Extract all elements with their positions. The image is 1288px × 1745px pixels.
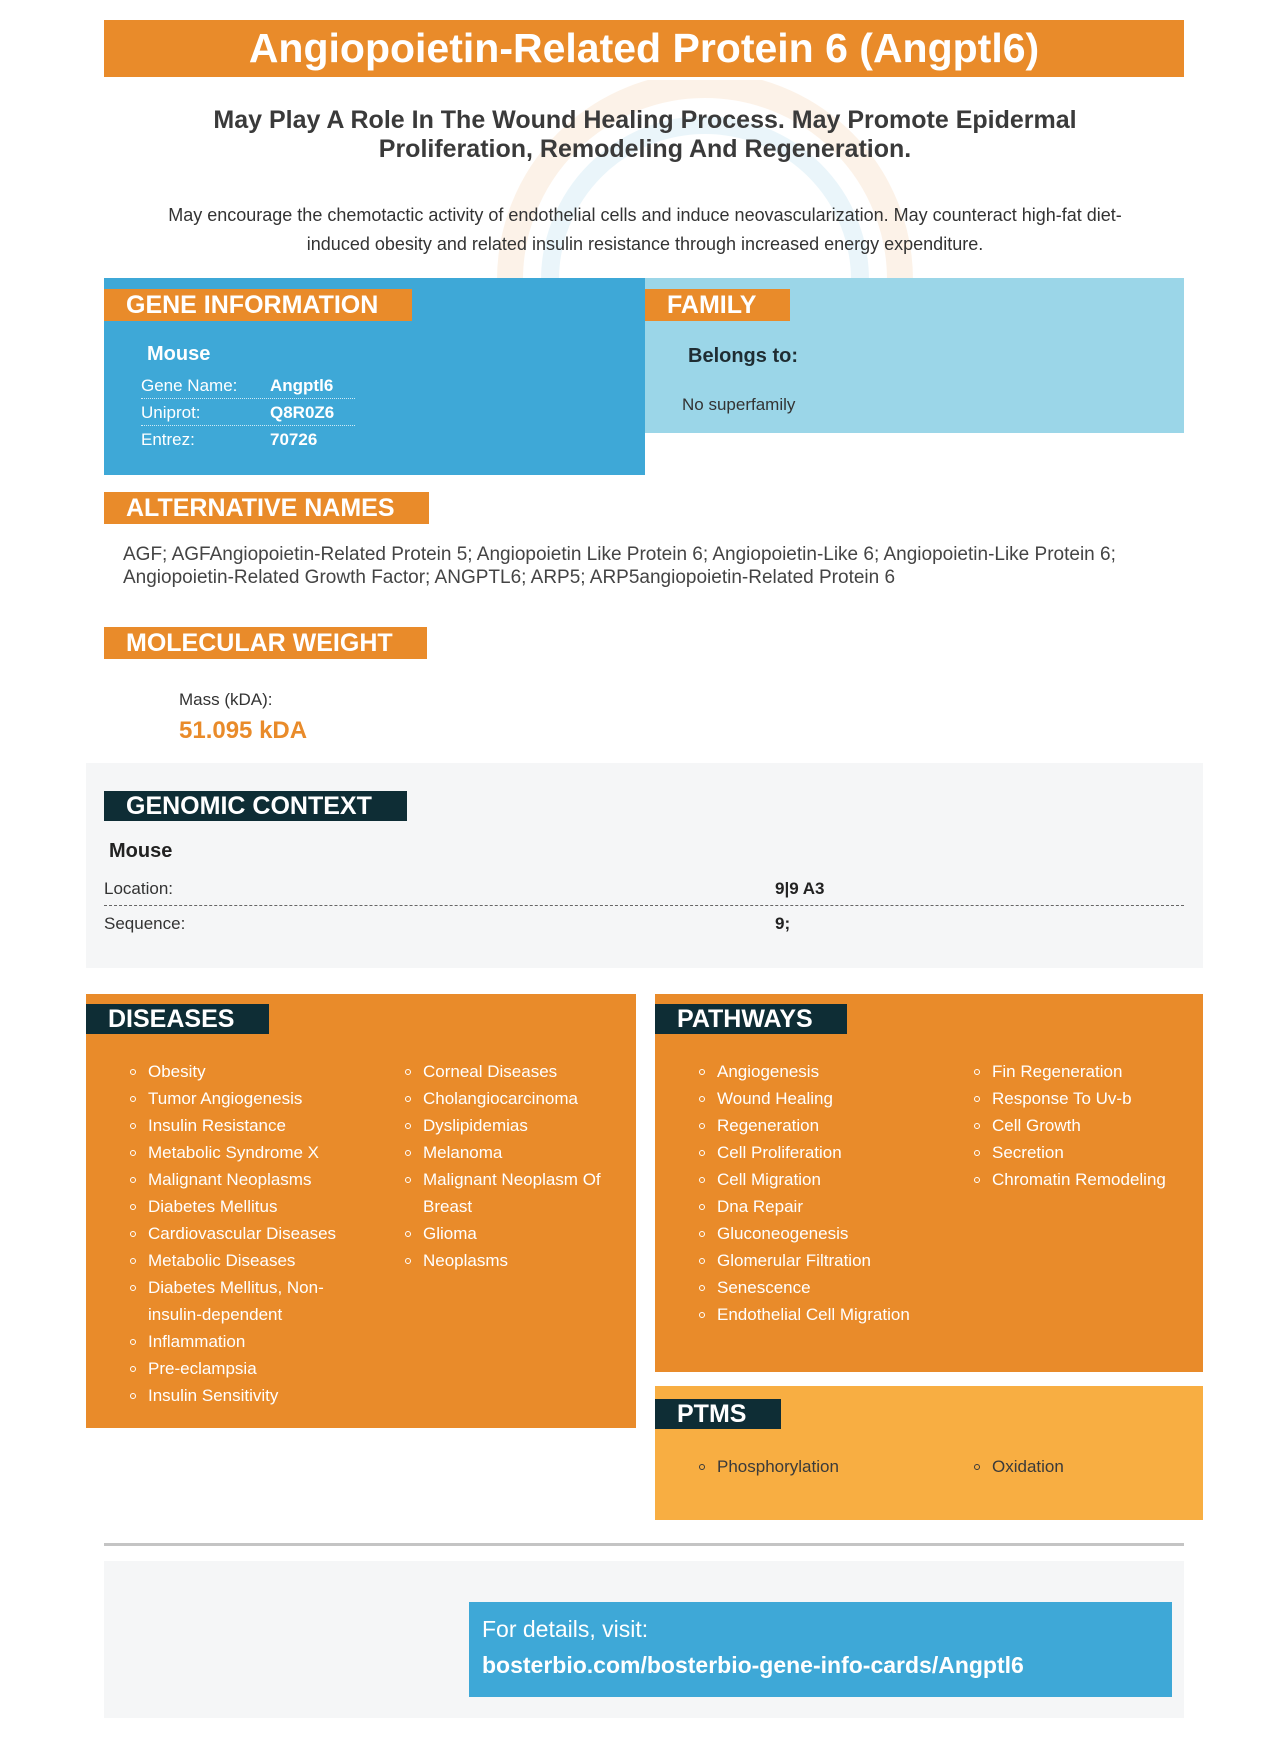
list-item: Glioma [405, 1220, 625, 1247]
list-item: Secretion [974, 1139, 1199, 1166]
list-item: Oxidation [974, 1453, 1194, 1480]
gene-row-key: Uniprot: [141, 403, 201, 422]
details-label: For details, visit: [482, 1616, 649, 1642]
ptms-list-col2 [974, 1453, 1194, 1480]
family-value: No superfamily [682, 395, 796, 414]
list-item: Metabolic Diseases [130, 1247, 370, 1274]
list-item: Cell Growth [974, 1112, 1199, 1139]
mass-value: 51.095 kDA [179, 717, 308, 744]
list-item: Cell Proliferation [699, 1139, 939, 1166]
genomic-row-value: 9; [775, 914, 791, 933]
list-item: Wound Healing [699, 1085, 939, 1112]
list-item: Melanoma [405, 1139, 625, 1166]
gene-information-heading: GENE INFORMATION [104, 289, 412, 321]
genomic-species: Mouse [109, 840, 173, 862]
list-item: Dna Repair [699, 1193, 939, 1220]
family-heading: FAMILY [645, 289, 790, 321]
details-url-link[interactable]: bosterbio.com/bosterbio-gene-info-cards/Angptl6 [482, 1652, 1024, 1678]
list-item: Diabetes Mellitus, Non-insulin-dependent [130, 1274, 370, 1328]
genomic-row-key: Sequence: [104, 914, 186, 933]
list-item: Cell Migration [699, 1166, 939, 1193]
gene-species: Mouse [147, 343, 211, 365]
ptms-heading: PTMS [655, 1399, 781, 1429]
list-item: Inflammation [130, 1328, 370, 1355]
ptms-list-col1 [699, 1453, 939, 1480]
list-item: Fin Regeneration [974, 1058, 1199, 1085]
list-item: Malignant Neoplasm Of Breast [405, 1166, 625, 1220]
list-item: Gluconeogenesis [699, 1220, 939, 1247]
subtitle: May Play A Role In The Wound Healing Process. May Promote Epidermal Proliferation, Remodeling And Regeneration. [213, 106, 1077, 163]
diseases-list-col1 [130, 1058, 370, 1409]
alternative-names-heading: ALTERNATIVE NAMES [104, 492, 429, 524]
list-item: Dyslipidemias [405, 1112, 625, 1139]
pathways-list-col2 [974, 1058, 1199, 1193]
list-item: Corneal Diseases [405, 1058, 625, 1085]
gene-row-entrez [141, 426, 355, 453]
mass-label: Mass (kDA): [179, 690, 273, 709]
list-item: Obesity [130, 1058, 370, 1085]
genomic-row-sequence [104, 907, 1184, 941]
gene-row-key: Entrez: [141, 430, 195, 449]
list-item: Regeneration [699, 1112, 939, 1139]
list-item: Tumor Angiogenesis [130, 1085, 370, 1112]
list-item: Neoplasms [405, 1247, 625, 1274]
gene-row-key: Gene Name: [141, 376, 238, 395]
gene-row-value: Q8R0Z6 [270, 403, 335, 422]
list-item: Cholangiocarcinoma [405, 1085, 625, 1112]
diseases-list-col2 [405, 1058, 625, 1274]
alternative-names-text: AGF; AGFAngiopoietin-Related Protein 5; Angiopoietin Like Protein 6; Angiopoietin-Like 6; Angiopoietin-Like Protein 6; Angiopoietin-Related Growth Factor; ANGPTL6; ARP5; ARP5angiopoietin-Related Protein 6 [123, 544, 1116, 588]
pathways-heading: PATHWAYS [655, 1004, 847, 1034]
list-item: Insulin Resistance [130, 1112, 370, 1139]
list-item: Diabetes Mellitus [130, 1193, 370, 1220]
belongs-to-label: Belongs to: [688, 345, 798, 367]
gene-row-gene-name [141, 372, 355, 399]
list-item: Malignant Neoplasms [130, 1166, 370, 1193]
list-item: Insulin Sensitivity [130, 1382, 370, 1409]
list-item: Senescence [699, 1274, 939, 1301]
genomic-row-location [104, 872, 1184, 906]
genomic-row-key: Location: [104, 879, 173, 898]
list-item: Response To Uv-b [974, 1085, 1199, 1112]
list-item: Angiogenesis [699, 1058, 939, 1085]
list-item: Pre-eclampsia [130, 1355, 370, 1382]
list-item: Endothelial Cell Migration [699, 1301, 939, 1328]
details-link-box[interactable] [469, 1602, 1172, 1697]
genomic-row-value: 9|9 A3 [775, 879, 825, 898]
genomic-context-heading: GENOMIC CONTEXT [104, 791, 407, 821]
list-item: Metabolic Syndrome X [130, 1139, 370, 1166]
list-item: Phosphorylation [699, 1453, 939, 1480]
list-item: Chromatin Remodeling [974, 1166, 1199, 1193]
gene-row-value: Angptl6 [270, 376, 334, 395]
footer-divider [104, 1543, 1184, 1546]
gene-row-value: 70726 [270, 430, 318, 449]
page-title: Angiopoietin-Related Protein 6 (Angptl6) [104, 20, 1184, 77]
molecular-weight-heading: MOLECULAR WEIGHT [104, 627, 427, 659]
list-item: Glomerular Filtration [699, 1247, 939, 1274]
description: May encourage the chemotactic activity of endothelial cells and induce neovascularization. May counteract high-fat diet-induced obesity and related insulin resistance through increased energy expenditure. [168, 205, 1122, 254]
diseases-heading: DISEASES [86, 1004, 269, 1034]
pathways-list-col1 [699, 1058, 939, 1328]
gene-row-uniprot [141, 399, 355, 426]
list-item: Cardiovascular Diseases [130, 1220, 370, 1247]
